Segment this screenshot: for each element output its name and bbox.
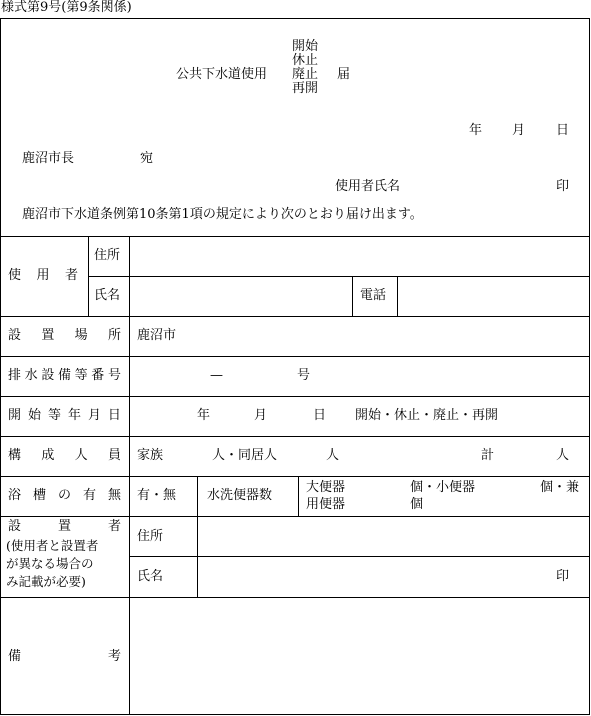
start-date-month: 月 <box>254 408 268 423</box>
label-char: 等 <box>74 368 88 383</box>
divider <box>0 356 590 357</box>
start-date-day: 日 <box>313 408 327 423</box>
date-month: 月 <box>512 123 526 138</box>
label-char: 排 <box>8 368 22 383</box>
drain-number-suffix: 号 <box>297 368 311 383</box>
label-char: 人 <box>74 448 88 463</box>
user-label-char: 使 <box>8 268 22 283</box>
label-char: 置 <box>57 519 71 534</box>
toilet-count-line1: 大便器 個・小便器 個・兼 <box>306 480 580 495</box>
divider <box>0 316 590 317</box>
installer-seal: 印 <box>556 569 570 584</box>
drain-number-label <box>8 369 121 382</box>
members-people3: 人 <box>556 448 570 463</box>
title-options <box>292 40 318 96</box>
label-char: 考 <box>107 649 121 664</box>
members-people2: 人 <box>326 448 340 463</box>
date-day: 日 <box>556 123 570 138</box>
divider <box>0 396 590 397</box>
drain-number-dash: — <box>210 368 223 383</box>
divider <box>0 597 590 598</box>
installer-label <box>8 520 121 533</box>
user-label-char: 者 <box>64 268 78 283</box>
user-address-label: 住所 <box>94 248 121 263</box>
label-char: 設 <box>8 519 22 534</box>
divider <box>397 276 398 316</box>
installer-address-label: 住所 <box>137 529 164 544</box>
label-char: 日 <box>107 408 121 423</box>
user-label <box>8 269 78 282</box>
title-right: 届 <box>337 67 351 82</box>
label-char: 月 <box>87 408 101 423</box>
label-char: 等 <box>47 408 61 423</box>
divider <box>0 516 590 517</box>
date-year: 年 <box>469 123 483 138</box>
divider <box>129 556 590 557</box>
toilet-count-line2: 用便器 個 <box>306 497 424 512</box>
label-char: 始 <box>27 408 41 423</box>
label-char: 号 <box>107 368 121 383</box>
applicant-label: 使用者氏名 <box>335 179 401 194</box>
divider <box>0 476 590 477</box>
label-char: 番 <box>91 368 105 383</box>
label-char: 成 <box>41 448 55 463</box>
label-char: 置 <box>41 328 55 343</box>
label-char: 場 <box>74 328 88 343</box>
bathtub-value: 有・無 <box>137 488 177 503</box>
start-date-label <box>8 409 121 422</box>
label-char: 槽 <box>32 488 46 503</box>
user-name-label: 氏名 <box>94 288 121 303</box>
remarks-label <box>8 650 121 663</box>
label-char: 設 <box>8 328 22 343</box>
bathtub-label <box>8 489 121 502</box>
title-option-start: 開始 <box>292 39 319 54</box>
divider <box>88 236 89 316</box>
label-char: 水 <box>24 368 38 383</box>
label-char: 者 <box>107 519 121 534</box>
title-option-suspend: 休止 <box>292 53 319 68</box>
start-date-year: 年 <box>197 408 211 423</box>
divider <box>0 436 590 437</box>
label-char: 構 <box>8 448 22 463</box>
members-family: 家族 <box>137 448 164 463</box>
applicant-seal: 印 <box>556 179 570 194</box>
label-char: 無 <box>107 488 121 503</box>
installer-note-line: が異なる場合の <box>6 556 94 571</box>
title-option-abolish: 廃止 <box>292 67 319 82</box>
members-total: 計 <box>481 448 495 463</box>
addressee-honorific: 宛 <box>140 151 154 166</box>
title-option-resume: 再開 <box>292 81 319 96</box>
label-char: 年 <box>67 408 81 423</box>
toilet-count-label: 水洗便器数 <box>207 488 273 503</box>
label-char: の <box>57 488 71 503</box>
installer-note-line: (使用者と設置者 <box>6 538 99 553</box>
members-label <box>8 449 121 462</box>
start-date-options: 開始・休止・廃止・再開 <box>355 408 499 423</box>
user-phone-label: 電話 <box>360 288 387 303</box>
label-char: 備 <box>57 368 71 383</box>
installer-name-label: 氏名 <box>137 569 164 584</box>
divider <box>197 476 198 597</box>
form-frame <box>0 18 590 715</box>
divider <box>352 276 353 316</box>
install-place-label <box>8 329 121 342</box>
statement-text: 鹿沼市下水道条例第10条第1項の規定により次のとおり届け出ます。 <box>22 207 423 222</box>
label-char: 浴 <box>8 488 22 503</box>
label-char: 備 <box>8 649 22 664</box>
form-number: 様式第9号(第9条関係) <box>1 0 132 15</box>
divider <box>88 276 590 277</box>
divider <box>129 236 130 715</box>
label-char: 設 <box>41 368 55 383</box>
members-people1: 人・同居人 <box>212 448 278 463</box>
divider <box>298 476 299 516</box>
label-char: 所 <box>107 328 121 343</box>
label-char: 開 <box>8 408 22 423</box>
addressee-name: 鹿沼市長 <box>22 151 75 166</box>
installer-note <box>6 537 98 591</box>
label-char: 員 <box>107 448 121 463</box>
title-left: 公共下水道使用 <box>176 67 268 82</box>
user-label-char: 用 <box>36 268 50 283</box>
installer-note-line: み記載が必要) <box>6 574 86 589</box>
install-place-value: 鹿沼市 <box>137 328 177 343</box>
label-char: 有 <box>82 488 96 503</box>
